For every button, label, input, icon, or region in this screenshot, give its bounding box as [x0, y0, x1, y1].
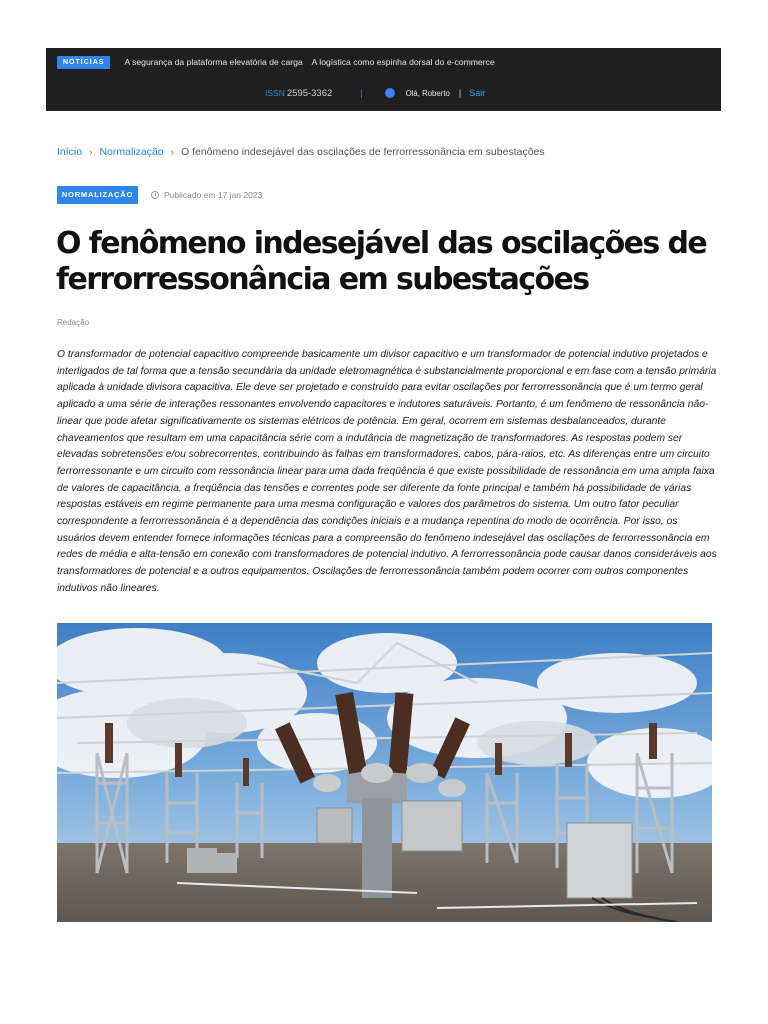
publish-date	[151, 190, 262, 200]
logout-link[interactable]: Sair	[469, 88, 486, 98]
divider: |	[458, 88, 462, 98]
breadcrumb-home[interactable]: Início	[57, 146, 83, 158]
breadcrumb-section[interactable]: Normalização	[99, 146, 164, 158]
article-author: Redação	[57, 318, 90, 327]
issn-label: ISSN	[265, 88, 285, 98]
breadcrumb	[57, 145, 545, 159]
user-avatar-icon[interactable]	[385, 88, 395, 98]
top-bar	[46, 48, 721, 111]
substation-photo	[57, 623, 712, 922]
top-meta	[265, 87, 485, 99]
publish-date-text: Publicado em 17 jan 2023	[164, 190, 263, 200]
category-badge[interactable]: NORMALIZAÇÃO	[57, 186, 138, 204]
news-ticker	[57, 55, 495, 69]
article-title: O fenômeno indesejável das oscilações de ferrorressonância em subestações	[56, 226, 707, 297]
user-greeting: Olá, Roberto	[405, 88, 450, 98]
clock-icon	[151, 191, 159, 199]
breadcrumb-current: O fenômeno indesejável das oscilações de ferrorressonância em subestações	[181, 146, 545, 158]
chevron-right-icon: ›	[89, 146, 93, 158]
article-body: O transformador de potencial capacitivo compreende basicamente um divisor capacitivo e um transformador de potencial indutivo projetados e interligados de tal forma que a tensão secundária da unidade eletromagnética é substancialmente proporcional e em fase com a tensão primária aplicada à unidade divisora capacitiva. Ele deve ser projetado e construído para evitar oscilações por ferrorressonância que é um termo geral aplicado a uma série de interações ressonantes envolvendo capacitores e indutores saturáveis. Portanto, é um fenômeno de ressonância não-linear que pode afetar significativamente os sistemas elétricos de potência. Em geral, ocorrem em sistemas desbalanceados, durante chaveamentos que resultam em uma capacitância série com a indutância de magnetização de transformadores. As respostas podem ser elevadas sobretensões e/ou sobrecorrentes, contribuindo às falhas em transformadores, cabos, pára-raios, etc. As diferenças entre um circuito ferrorressonante e um circuito com ressonância linear para uma dada freqüência é que existe possibilidade de ressonância em uma ampla faixa de valores de capacitância, a freqüência das tensões e correntes pode ser diferente da fonte principal e também há possibilidade de várias respostas estáveis em regime permanente para uma mesma configuração e valores dos parâmetros do sistema. Um outro fator peculiar correspondente a ferrorressonância é a dependência das condições iniciais e a mudança repentina do modo de ocorrência. Por isso, os usuários devem entender fornece informações técnicas para a compreensão do fenômeno indesejável das oscilações de ferrorressonância em redes de média e alta-tensão em conexão com transformadores de potencial indutivo. A ferrorressonância pode causar danos consideráveis aos transformadores de potencial e a outros equipamentos. Oscilações de ferrorressonância também podem ocorrer com outros componentes indutivos não lineares.	[57, 349, 717, 594]
issn-value: 2595-3362	[286, 87, 333, 99]
ticker-link[interactable]: A logística como espinha dorsal do e-commerce	[311, 57, 495, 67]
chevron-right-icon: ›	[170, 146, 174, 158]
ticker-link[interactable]: A segurança da plataforma elevatória de carga	[124, 57, 303, 67]
article-image	[57, 623, 712, 922]
divider: |	[360, 88, 363, 98]
news-badge: NOTÍCIAS	[57, 56, 110, 69]
